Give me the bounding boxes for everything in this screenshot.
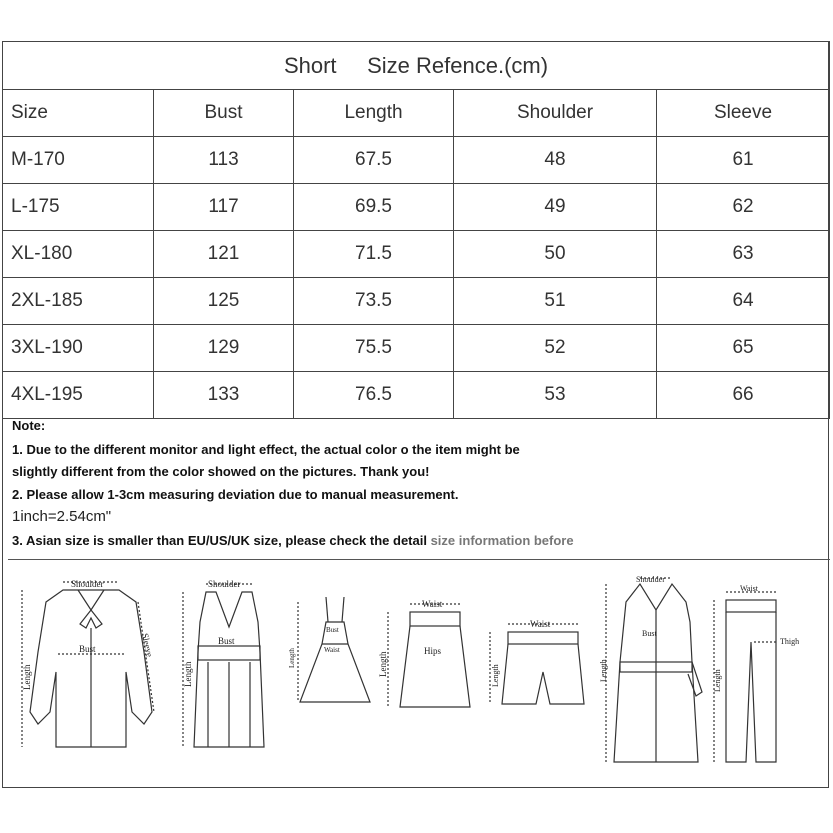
cell-size: XL-180 xyxy=(3,231,154,278)
shirt-shoulder-label: Shoulder xyxy=(71,579,104,589)
header-size: Size xyxy=(3,90,154,137)
table-title xyxy=(3,42,830,90)
cell-shoulder: 50 xyxy=(454,231,657,278)
title-short: Short xyxy=(283,52,337,78)
cell-length: 67.5 xyxy=(294,137,454,184)
header-sleeve: Sleeve xyxy=(657,90,830,137)
cell-length: 71.5 xyxy=(294,231,454,278)
section-divider xyxy=(8,559,830,560)
cell-shoulder: 48 xyxy=(454,137,657,184)
size-table xyxy=(2,41,830,419)
notes-heading: Note: xyxy=(12,418,46,433)
cell-shoulder: 52 xyxy=(454,325,657,372)
coat-bust-label: Bust xyxy=(642,629,657,638)
header-shoulder: Shoulder xyxy=(454,90,657,137)
note-3-grey-text: size information before xyxy=(430,533,574,548)
note-3 xyxy=(12,533,574,548)
tank-bust-label: Bust xyxy=(218,636,235,646)
table-row xyxy=(3,231,830,278)
cell-bust: 121 xyxy=(154,231,294,278)
table-row xyxy=(3,184,830,231)
garment-measurement-illustrations xyxy=(8,562,830,777)
shirt-illustration xyxy=(22,582,154,747)
trousers-illustration xyxy=(714,592,778,762)
coat-shoulder-label: Shoulder xyxy=(636,575,665,584)
cell-length: 73.5 xyxy=(294,278,454,325)
cell-size: L-175 xyxy=(3,184,154,231)
tank-length-label: Length xyxy=(183,661,193,687)
note-1-line-2: slightly different from the color showed on the pictures. Thank you! xyxy=(12,464,430,479)
dress-length-label: Length xyxy=(288,648,296,668)
cell-sleeve: 62 xyxy=(657,184,830,231)
cell-bust: 133 xyxy=(154,372,294,419)
cell-bust: 117 xyxy=(154,184,294,231)
shirt-length-label: Length xyxy=(22,664,32,690)
cell-size: M-170 xyxy=(3,137,154,184)
table-row xyxy=(3,325,830,372)
cell-shoulder: 51 xyxy=(454,278,657,325)
tank-top-illustration xyxy=(183,584,264,747)
trousers-thigh-label: Thigh xyxy=(780,637,800,646)
shorts-waist-label: Waist xyxy=(530,619,551,629)
header-bust: Bust xyxy=(154,90,294,137)
table-row xyxy=(3,372,830,419)
coat-illustration xyxy=(606,578,702,762)
table-row xyxy=(3,278,830,325)
cell-size: 3XL-190 xyxy=(3,325,154,372)
title-size-reference: Size Refence.(cm) xyxy=(367,52,549,78)
dress-waist-label: Waist xyxy=(324,646,340,654)
skirt-waist-label: Waist xyxy=(422,599,443,609)
cell-size: 2XL-185 xyxy=(3,278,154,325)
cell-sleeve: 66 xyxy=(657,372,830,419)
cell-length: 76.5 xyxy=(294,372,454,419)
cell-sleeve: 64 xyxy=(657,278,830,325)
shorts-illustration xyxy=(490,624,584,704)
trousers-length-label: Length xyxy=(713,669,722,692)
trousers-waist-label: Waist xyxy=(740,584,759,593)
shirt-sleeve-label: Sleeve xyxy=(140,632,155,658)
header-length: Length xyxy=(294,90,454,137)
note-2: 2. Please allow 1-3cm measuring deviation due to manual measurement. xyxy=(12,487,459,502)
shorts-length-label: Length xyxy=(491,664,500,687)
cell-sleeve: 61 xyxy=(657,137,830,184)
cell-bust: 113 xyxy=(154,137,294,184)
table-row xyxy=(3,137,830,184)
skirt-length-label: Length xyxy=(378,651,388,677)
cell-length: 69.5 xyxy=(294,184,454,231)
header-row xyxy=(3,90,830,137)
coat-length-label: Length xyxy=(599,659,608,682)
cell-shoulder: 49 xyxy=(454,184,657,231)
skirt-hips-label: Hips xyxy=(424,646,442,656)
note-inch-conversion: 1inch=2.54cm" xyxy=(12,508,112,525)
cell-bust: 125 xyxy=(154,278,294,325)
cell-size: 4XL-195 xyxy=(3,372,154,419)
dress-bust-label: Bust xyxy=(326,626,339,634)
cell-shoulder: 53 xyxy=(454,372,657,419)
cell-sleeve: 63 xyxy=(657,231,830,278)
tank-shoulder-label: Shoulder xyxy=(208,579,241,589)
note-1-line-1: 1. Due to the different monitor and light effect, the actual color o the item might be xyxy=(12,442,520,457)
cell-length: 75.5 xyxy=(294,325,454,372)
cell-bust: 129 xyxy=(154,325,294,372)
cell-sleeve: 65 xyxy=(657,325,830,372)
shirt-bust-label: Bust xyxy=(79,644,96,654)
table-title-row xyxy=(3,42,830,90)
note-3-text: 3. Asian size is smaller than EU/US/UK size, please check the detail xyxy=(12,533,431,548)
